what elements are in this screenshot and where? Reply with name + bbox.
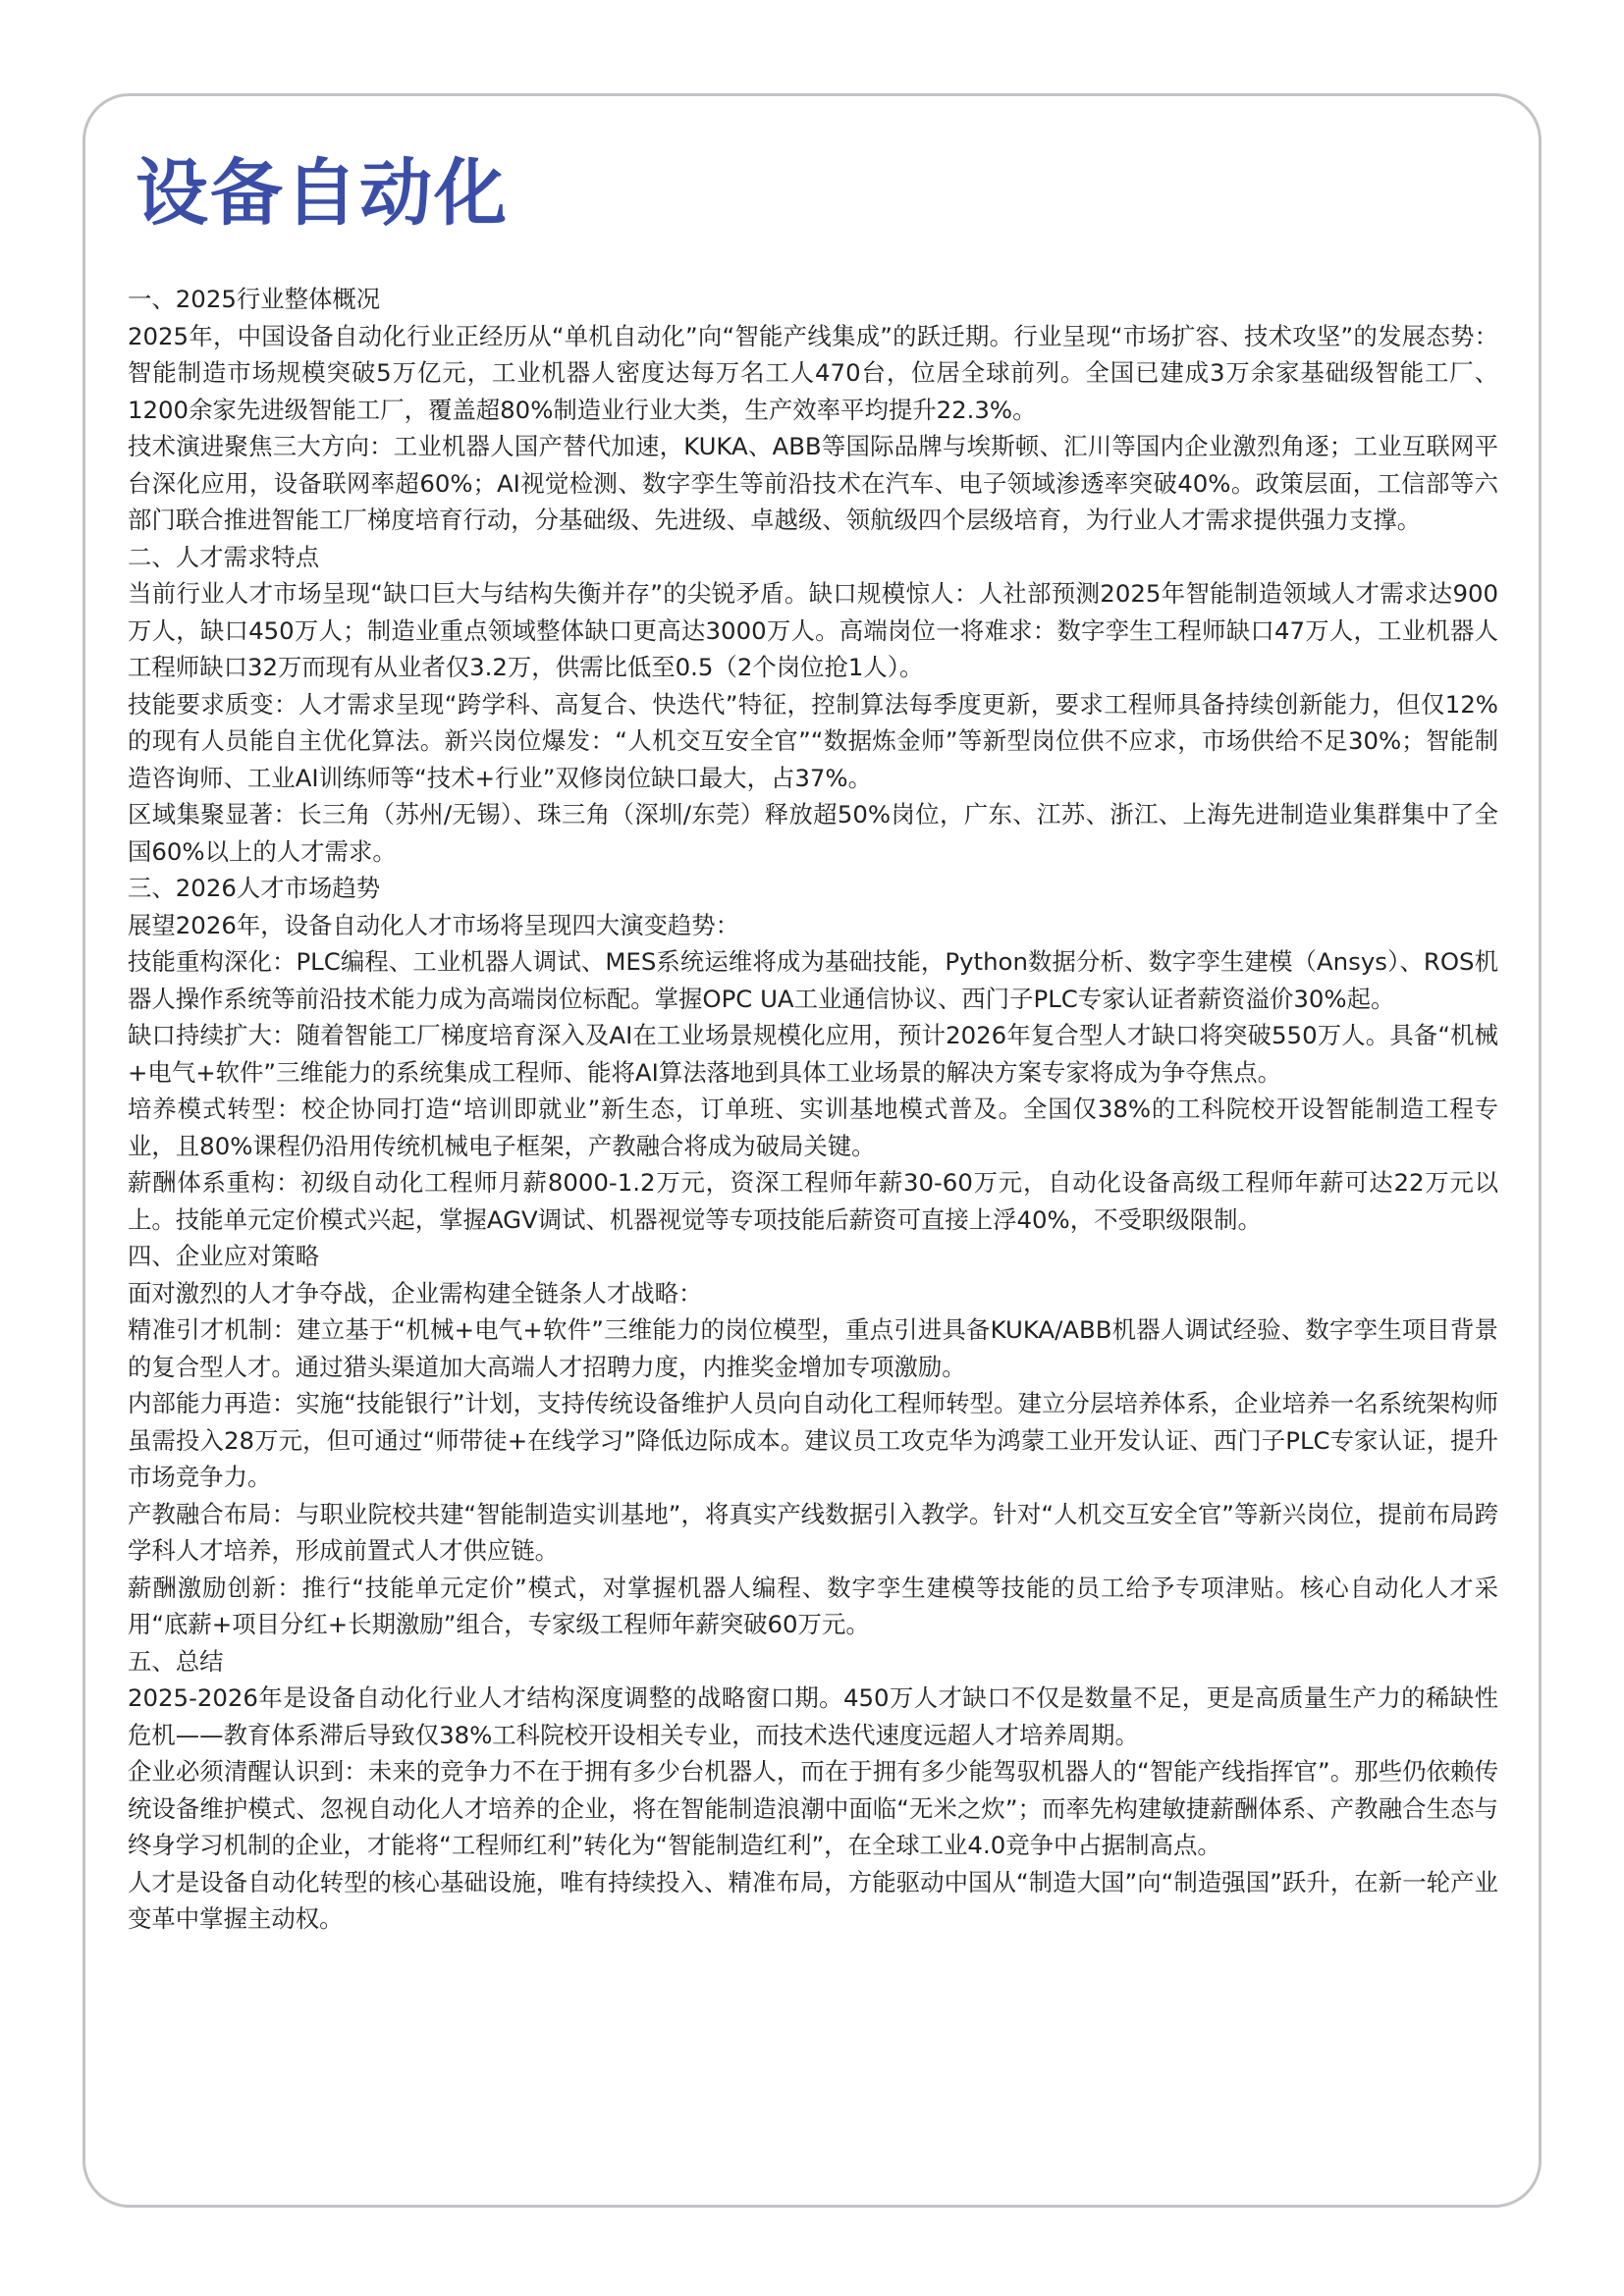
paragraph: 当前行业人才市场呈现“缺口巨大与结构失衡并存”的尖锐矛盾。缺口规模惊人：人社部预测2025年智能制造领域人才需求达900万人，缺口450万人；制造业重点领域整体缺口更高达3000万人。高端岗位一将难求：数字孪生工程师缺口47万人，工业机器人工程师缺口32万而现有从业者仅3.2万，供需比低至0.5（2个岗位抢1人）。 bbox=[128, 579, 1498, 681]
section-heading: 三、2026人才市场趋势 bbox=[128, 874, 381, 902]
section-talent-demand bbox=[128, 539, 1498, 871]
paragraph: 产教融合布局：与职业院校共建“智能制造实训基地”，将真实产线数据引入教学。针对“人机交互安全官”等新兴岗位，提前布局跨学科人才培养，形成前置式人才供应链。 bbox=[128, 1499, 1498, 1565]
paragraph: 薪酬激励创新：推行“技能单元定价”模式，对掌握机器人编程、数字孪生建模等技能的员工给予专项津贴。核心自动化人才采用“底薪+项目分红+长期激励”组合，专家级工程师年薪突破60万元。 bbox=[128, 1573, 1498, 1638]
section-heading: 五、总结 bbox=[128, 1646, 224, 1676]
paragraph: 缺口持续扩大：随着智能工厂梯度培育深入及AI在工业场景规模化应用，预计2026年复合型人才缺口将突破550万人。具备“机械+电气+软件”三维能力的系统集成工程师、能将AI算法落地到具体工业场景的解决方案专家将成为争夺焦点。 bbox=[128, 1021, 1498, 1087]
document-body bbox=[128, 281, 1498, 1938]
paragraph: 精准引才机制：建立基于“机械+电气+软件”三维能力的岗位模型，重点引进具备KUKA/ABB机器人调试经验、数字孪生项目背景的复合型人才。通过猎头渠道加大高端人才招聘力度，内推奖金增加专项激励。 bbox=[128, 1315, 1498, 1381]
paragraph: 技术演进聚焦三大方向：工业机器人国产替代加速，KUKA、ABB等国际品牌与埃斯顿、汇川等国内企业激烈角逐；工业互联网平台深化应用，设备联网率超60%；AI视觉检测、数字孪生等前沿技术在汽车、电子领域渗透率突破40%。政策层面，工信部等六部门联合推进智能工厂梯度培育行动，分基础级、先进级、卓越级、领航级四个层级培育，为行业人才需求提供强力支撑。 bbox=[128, 432, 1498, 534]
section-summary bbox=[128, 1643, 1498, 1938]
paragraph: 内部能力再造：实施“技能银行”计划，支持传统设备维护人员向自动化工程师转型。建立分层培养体系，企业培养一名系统架构师虽需投入28万元，但可通过“师带徒+在线学习”降低边际成本。建议员工攻克华为鸿蒙工业开发认证、西门子PLC专家认证，提升市场竞争力。 bbox=[128, 1389, 1498, 1491]
paragraph: 培养模式转型：校企协同打造“培训即就业”新生态，订单班、实训基地模式普及。全国仅38%的工科院校开设智能制造工程专业，且80%课程仍沿用传统机械电子框架，产教融合将成为破局关键。 bbox=[128, 1095, 1498, 1160]
section-enterprise-strategy bbox=[128, 1238, 1498, 1643]
section-heading: 一、2025行业整体概况 bbox=[128, 285, 381, 313]
paragraph: 技能重构深化：PLC编程、工业机器人调试、MES系统运维将成为基础技能，Python数据分析、数字孪生建模（Ansys）、ROS机器人操作系统等前沿技术能力成为高端岗位标配。掌握OPC UA工业通信协议、西门子PLC专家认证者薪资溢价30%起。 bbox=[128, 947, 1498, 1013]
section-heading: 二、人才需求特点 bbox=[128, 542, 320, 571]
paragraph: 区域集聚显著：长三角（苏州/无锡）、珠三角（深圳/东莞）释放超50%岗位，广东、江苏、浙江、上海先进制造业集群集中了全国60%以上的人才需求。 bbox=[128, 800, 1498, 866]
paragraph: 2025年，中国设备自动化行业正经历从“单机自动化”向“智能产线集成”的跃迁期。行业呈现“市场扩容、技术攻坚”的发展态势：智能制造市场规模突破5万亿元，工业机器人密度达每万名工人470台，位居全球前列。全国已建成3万余家基础级智能工厂、1200余家先进级智能工厂，覆盖超80%制造业行业大类，生产效率平均提升22.3%。 bbox=[128, 321, 1498, 424]
paragraph: 2025-2026年是设备自动化行业人才结构深度调整的战略窗口期。450万人才缺口不仅是数量不足，更是高质量生产力的稀缺性危机——教育体系滞后导致仅38%工科院校开设相关专业，而技术迭代速度远超人才培养周期。 bbox=[128, 1683, 1498, 1749]
paragraph: 企业必须清醒认识到：未来的竞争力不在于拥有多少台机器人，而在于拥有多少能驾驭机器人的“智能产线指挥官”。那些仍依赖传统设备维护模式、忽视自动化人才培养的企业，将在智能制造浪潮中面临“无米之炊”；而率先构建敏捷薪酬体系、产教融合生态与终身学习机制的企业，才能将“工程师红利”转化为“智能制造红利”，在全球工业4.0竞争中占据制高点。 bbox=[128, 1757, 1498, 1859]
paragraph: 展望2026年，设备自动化人才市场将呈现四大演变趋势： bbox=[128, 910, 740, 939]
paragraph: 薪酬体系重构：初级自动化工程师月薪8000-1.2万元，资深工程师年薪30-60万元，自动化设备高级工程师年薪可达22万元以上。技能单元定价模式兴起，掌握AGV调试、机器视觉等专项技能后薪资可直接上浮40%，不受职级限制。 bbox=[128, 1168, 1498, 1234]
paragraph: 人才是设备自动化转型的核心基础设施，唯有持续投入、精准布局，方能驱动中国从“制造大国”向“制造强国”跃升，在新一轮产业变革中掌握主动权。 bbox=[128, 1867, 1498, 1933]
section-heading: 四、企业应对策略 bbox=[128, 1242, 320, 1270]
section-2026-trends bbox=[128, 870, 1498, 1238]
paragraph: 面对激烈的人才争夺战，企业需构建全链条人才战略： bbox=[128, 1278, 703, 1308]
page-title: 设备自动化 bbox=[135, 151, 509, 236]
section-overview bbox=[128, 281, 1498, 539]
paragraph: 技能要求质变：人才需求呈现“跨学科、高复合、快迭代”特征，控制算法每季度更新，要求工程师具备持续创新能力，但仅12%的现有人员能自主优化算法。新兴岗位爆发：“人机交互安全官”“数据炼金师”等新型岗位供不应求，市场供给不足30%；智能制造咨询师、工业AI训练师等“技术+行业”双修岗位缺口最大，占37%。 bbox=[128, 689, 1498, 792]
